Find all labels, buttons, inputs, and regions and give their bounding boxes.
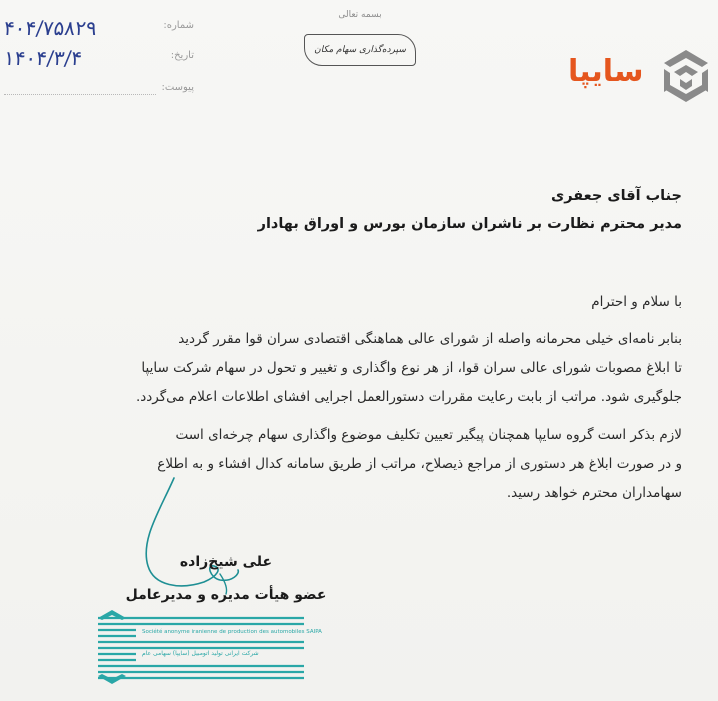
addressee-title: مدیر محترم نظارت بر ناشران سازمان بورس و اوراق بهادار: [257, 216, 682, 232]
number-label: شماره:: [163, 20, 194, 31]
date-row: [4, 46, 194, 70]
bismillah: بسمه تعالی: [338, 10, 382, 20]
logo-text: سایپا: [568, 54, 644, 89]
paragraph-2-line: و در صورت ابلاغ هر دستوری از مراجع ذیصلاح، مراتب از طریق سامانه کدال افشاء و به اطلاع: [157, 456, 682, 472]
letter-date: ۱۴۰۴/۳/۴: [2, 46, 84, 70]
attachment-dots: [4, 94, 156, 95]
calligraphy-seal: [304, 34, 416, 66]
saipa-logo-icon: [662, 48, 710, 104]
letter-number: ۴۰۴/۷۵۸۲۹: [2, 16, 98, 40]
saipa-logo: [562, 48, 710, 108]
paragraph-2-line: لازم بذکر است گروه سایپا همچنان پیگیر تعیین تکلیف موضوع واگذاری سهام چرخه‌ای است: [175, 427, 682, 443]
letter-meta: [4, 16, 194, 111]
attachment-label: پیوست:: [161, 82, 194, 93]
paragraph-1-line: جلوگیری شود. مراتب از بابت رعایت مقررات دستورالعمل اجرایی افشای اطلاعات اعلام می‌گردد.: [135, 389, 682, 405]
paragraph-1: [22, 325, 682, 412]
attachment-row: [4, 78, 194, 102]
paragraph-2-line: سهامداران محترم خواهد رسید.: [506, 485, 682, 501]
stamp-french-text: Société anonyme iranienne de production des automobiles SAIPA: [142, 629, 322, 635]
signer-title: عضو هیأت مدیره و مدیرعامل: [125, 587, 327, 603]
addressee-name: جناب آقای جعفری: [550, 188, 682, 204]
stamp-persian-text: شرکت ایرانی تولید اتومبیل (سایپا) سهامی عام: [142, 650, 259, 657]
date-label: تاریخ:: [170, 50, 194, 61]
number-row: [4, 16, 194, 40]
signer-block: [106, 548, 346, 610]
calligraphy-text: سپرده‌گذاری سهام مکان: [314, 45, 406, 55]
paragraph-1-line: تا ابلاغ مصوبات شورای عالی سران قوا، از هر نوع واگذاری و تغییر و تحول در سهام شرکت سایپا: [141, 360, 682, 376]
greeting: با سلام و احترام: [591, 294, 682, 310]
signer-name: علی شیخ‌زاده: [179, 554, 273, 570]
company-stamp: [96, 610, 322, 692]
paragraph-1-line: بنابر نامه‌ای خیلی محرمانه واصله از شورای عالی هماهنگی اقتصادی سران قوا مقرر گردید: [178, 331, 682, 347]
addressee-block: [257, 183, 682, 237]
